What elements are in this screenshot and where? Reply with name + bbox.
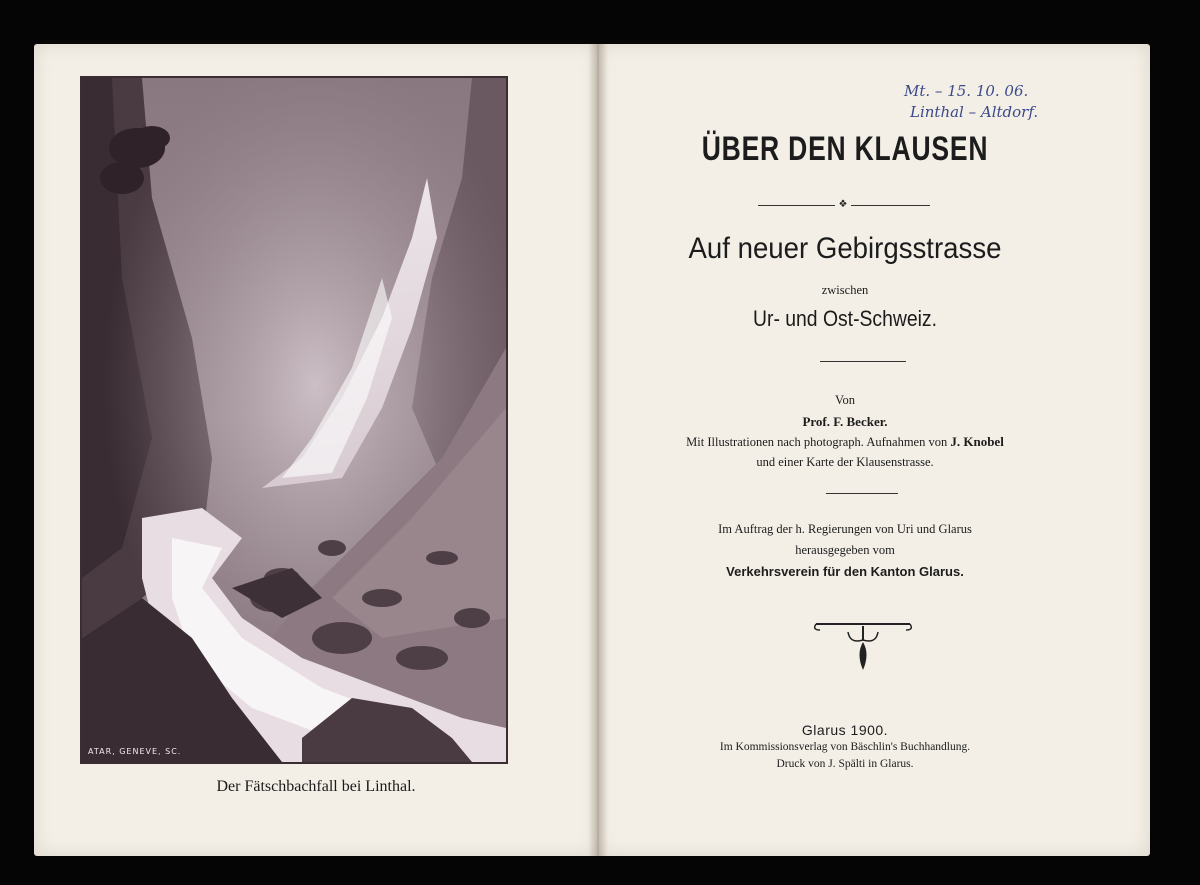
place-year: Glarus 1900. (801, 722, 889, 738)
illustrations-text: Mit Illustrationen nach photograph. Aufnahmen von (686, 435, 948, 449)
distributor-line: Im Kommissionsverlag von Bäschlin's Buchhandlung. (719, 741, 971, 753)
subtitle: Auf neuer Gebirgsstrasse (688, 232, 1002, 265)
von-text: Von (835, 393, 855, 407)
ornament-icon: ❖ (835, 199, 851, 211)
divider-rule (820, 361, 906, 362)
waterfall-photograph (80, 76, 508, 764)
photo-caption: Der Fätschbachfall bei Linthal. (216, 778, 416, 795)
divider-rule-2 (826, 493, 898, 494)
handwritten-date: Mt. – 15. 10. 06. (904, 82, 1029, 100)
regions-text: Ur- und Ost-Schweiz. (753, 306, 937, 331)
illustrator-name: J. Knobel (950, 434, 1004, 449)
printer-line: Druck von J. Spälti in Glarus. (776, 758, 914, 770)
published-by-line: herausgegeben vom (795, 543, 895, 557)
fleuron-icon (810, 618, 916, 678)
author-name: Prof. F. Becker. (802, 414, 888, 429)
page-title: ÜBER DEN KLAUSEN (701, 130, 989, 168)
publisher-name: Verkehrsverein für den Kanton Glarus. (726, 564, 964, 579)
plate-credit: ATAR, GENEVE, SC. (88, 747, 182, 756)
commission-line: Im Auftrag der h. Regierungen von Uri und Glarus (718, 522, 972, 536)
handwritten-route: Linthal – Altdorf. (910, 103, 1039, 121)
between-text: zwischen (821, 283, 869, 297)
illustrations-line (598, 434, 1092, 450)
map-line: und einer Karte der Klausenstrasse. (756, 455, 934, 469)
